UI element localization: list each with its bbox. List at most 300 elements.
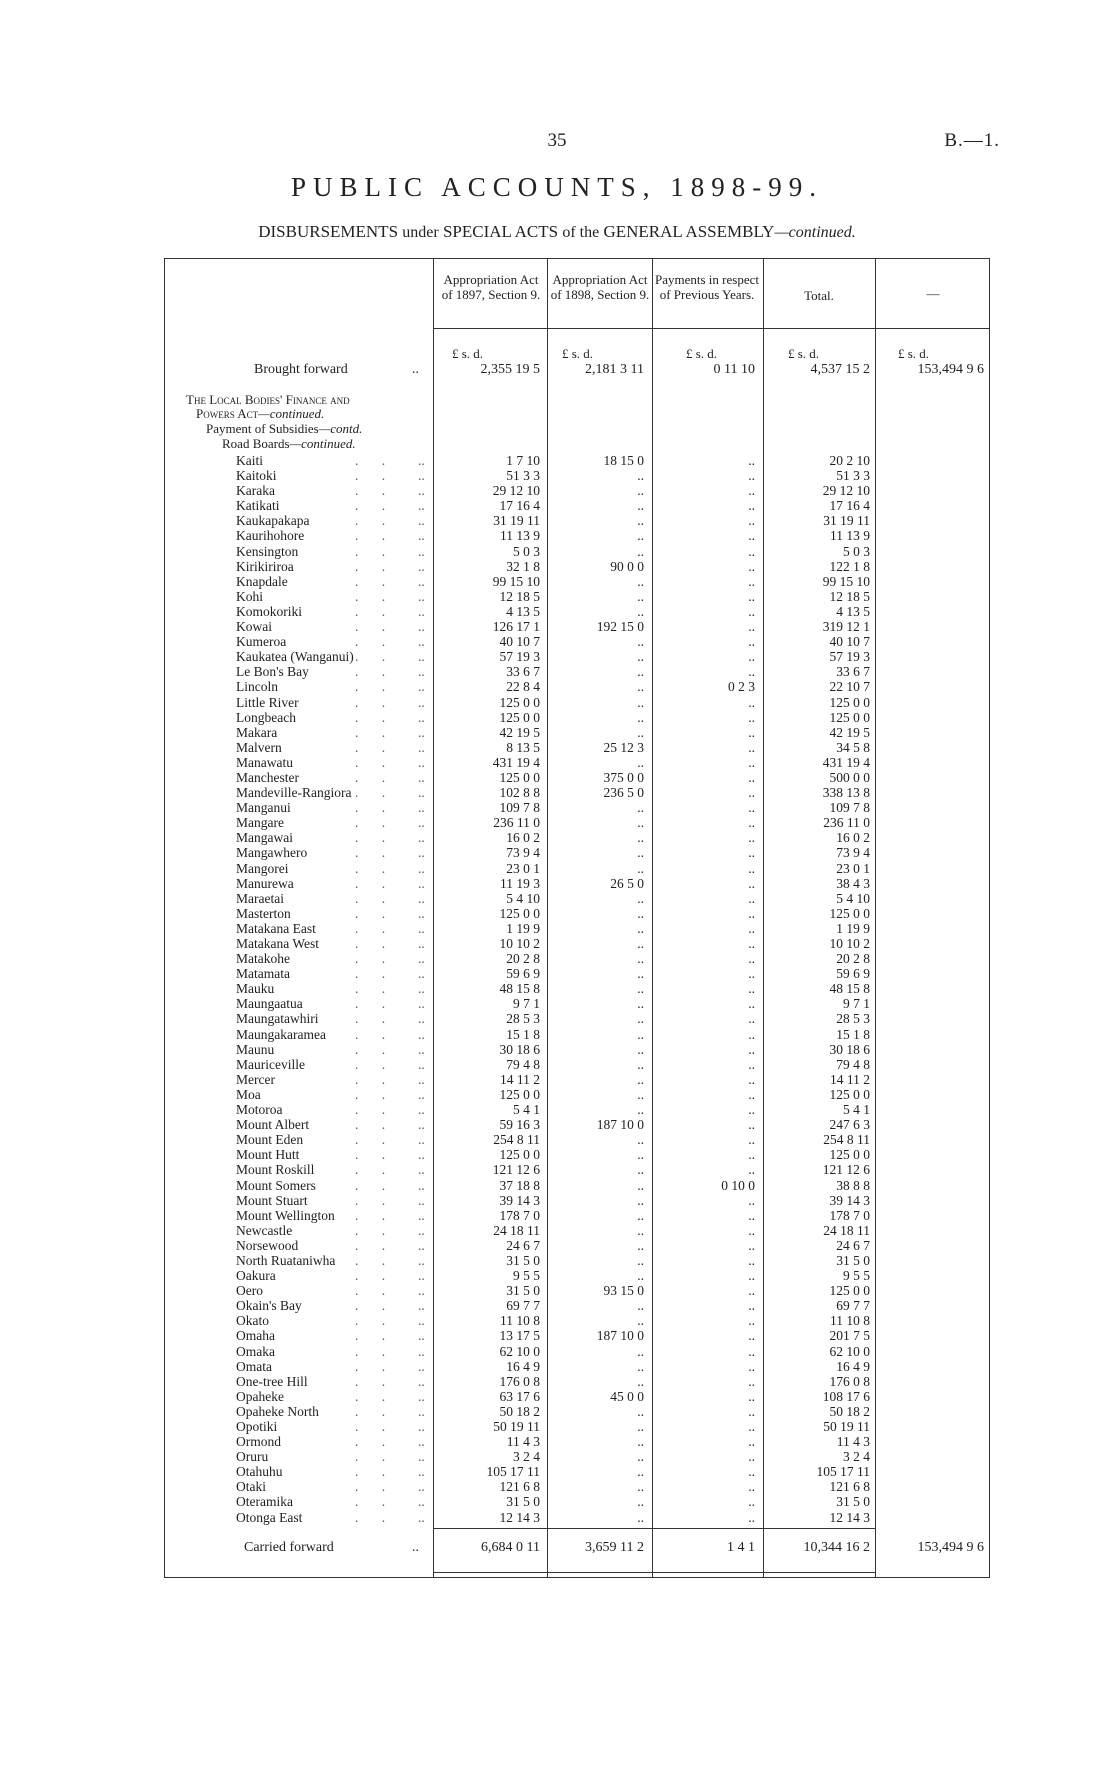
cell-act-1897: 31 5 0 xyxy=(506,1494,540,1510)
leader-dots: . . xyxy=(355,558,396,574)
leader-dots: .. xyxy=(418,468,425,484)
leader-dots: .. xyxy=(418,1494,425,1510)
cell-act-1897: 125 0 0 xyxy=(499,769,540,785)
cell-act-1898: .. xyxy=(637,1147,644,1163)
leader-dots: .. xyxy=(418,1011,425,1027)
leader-dots: . . xyxy=(355,1147,396,1163)
row-name: Mount Wellington xyxy=(236,1207,335,1223)
cell-previous-years: .. xyxy=(748,1373,755,1389)
row-name: Mauriceville xyxy=(236,1056,305,1072)
leader-dots: . . xyxy=(355,1071,396,1087)
cell-act-1898: .. xyxy=(637,1298,644,1314)
cell-act-1897: 63 17 6 xyxy=(499,1388,540,1404)
row-name: Oteramika xyxy=(236,1494,293,1510)
leader-dots: . . xyxy=(355,1509,396,1525)
section-heading-line3 xyxy=(206,421,362,436)
table-row xyxy=(0,861,1114,876)
page-number: 35 xyxy=(547,130,567,151)
cell-previous-years: .. xyxy=(748,785,755,801)
cell-previous-years: .. xyxy=(748,528,755,544)
row-name: Matamata xyxy=(236,966,290,982)
cell-act-1898: .. xyxy=(637,1071,644,1087)
leader-dots: . . xyxy=(355,1403,396,1419)
row-name: Little River xyxy=(236,694,299,710)
cell-act-1897: 29 12 10 xyxy=(492,483,540,499)
cell-total: 31 19 11 xyxy=(823,513,870,529)
cell-previous-years: .. xyxy=(748,1011,755,1027)
cell-act-1898: .. xyxy=(637,1358,644,1374)
table-row xyxy=(0,1102,1114,1117)
row-name: Motoroa xyxy=(236,1102,283,1118)
cell-total: 500 0 0 xyxy=(829,769,870,785)
cell-previous-years: .. xyxy=(748,1479,755,1495)
cell-act-1897: 24 18 11 xyxy=(493,1222,540,1238)
table-row xyxy=(0,1419,1114,1434)
cell-act-1897: 105 17 11 xyxy=(486,1464,540,1480)
cell-total: 39 14 3 xyxy=(829,1192,870,1208)
cell-act-1897: 39 14 3 xyxy=(499,1192,540,1208)
cell-act-1897: 13 17 5 xyxy=(499,1328,540,1344)
leader-dots: . . xyxy=(355,905,396,921)
cell-total: 4 13 5 xyxy=(836,603,870,619)
cell-previous-years: .. xyxy=(748,1268,755,1284)
table-row xyxy=(0,1042,1114,1057)
table-row xyxy=(0,936,1114,951)
leader-dots: . . xyxy=(355,573,396,589)
cell-act-1898: .. xyxy=(637,679,644,695)
leader-dots: . . xyxy=(355,588,396,604)
table-body xyxy=(0,453,1114,1525)
row-name: Otahuhu xyxy=(236,1464,283,1480)
cell-previous-years: .. xyxy=(748,1132,755,1148)
table-row xyxy=(0,1178,1114,1193)
cell-act-1897: 236 11 0 xyxy=(493,815,540,831)
cell-total: 79 4 8 xyxy=(836,1056,870,1072)
table-row xyxy=(0,876,1114,891)
cell-act-1897: 40 10 7 xyxy=(499,634,540,650)
leader-dots: . . xyxy=(355,1328,396,1344)
cell-previous-years: .. xyxy=(748,815,755,831)
cell-act-1898: .. xyxy=(637,1177,644,1193)
leader-dots: .. xyxy=(418,498,425,514)
leader-dots: .. xyxy=(418,1313,425,1329)
cell-total: 122 1 8 xyxy=(829,558,870,574)
cell-act-1898: .. xyxy=(637,800,644,816)
cell-total: 38 8 8 xyxy=(836,1177,870,1193)
table-row xyxy=(0,740,1114,755)
cell-act-1897: 37 18 8 xyxy=(499,1177,540,1193)
leader-dots: . . xyxy=(355,754,396,770)
leader-dots: . . xyxy=(355,709,396,725)
leader-dots: . . xyxy=(355,1298,396,1314)
row-name: Omaha xyxy=(236,1328,275,1344)
row-name: Oakura xyxy=(236,1268,276,1284)
cell-act-1898: .. xyxy=(637,1041,644,1057)
row-name: Manawatu xyxy=(236,754,293,770)
cell-previous-years: .. xyxy=(748,1449,755,1465)
cell-act-1898: .. xyxy=(637,664,644,680)
table-row xyxy=(0,1223,1114,1238)
cell-act-1897: 10 10 2 xyxy=(499,936,540,951)
leader-dots: . . xyxy=(355,649,396,665)
cell-total: 10 10 2 xyxy=(829,936,870,951)
cell-total: 125 0 0 xyxy=(829,694,870,710)
leader-dots: . . xyxy=(355,739,396,755)
leader-dots: .. xyxy=(418,1207,425,1223)
leader-dots: .. xyxy=(418,1056,425,1072)
cell-act-1898: .. xyxy=(637,724,644,740)
leader-dots: . . xyxy=(355,603,396,619)
brought-forward-1898: 2,181 3 11 xyxy=(585,362,644,377)
leader-dots: .. xyxy=(418,1071,425,1087)
column-header-blank: — xyxy=(926,286,940,301)
table-row xyxy=(0,966,1114,981)
cell-act-1897: 11 13 9 xyxy=(500,528,540,544)
cell-total: 33 6 7 xyxy=(836,664,870,680)
cell-total: 20 2 10 xyxy=(829,453,870,468)
cell-total: 105 17 11 xyxy=(816,1464,870,1480)
cell-act-1897: 28 5 3 xyxy=(506,1011,540,1027)
section-subsidies: Payment of Subsidies xyxy=(206,421,319,436)
section-act-name: Powers Act xyxy=(196,406,259,421)
leader-dots: .. xyxy=(418,1464,425,1480)
cell-act-1898: 25 12 3 xyxy=(603,739,644,755)
cell-act-1898: .. xyxy=(637,1449,644,1465)
row-name: Kirikiriroa xyxy=(236,558,294,574)
cell-previous-years: .. xyxy=(748,1388,755,1404)
cell-act-1897: 121 6 8 xyxy=(499,1479,540,1495)
leader-dots: .. xyxy=(418,528,425,544)
cell-act-1897: 31 5 0 xyxy=(506,1252,540,1268)
cell-total: 51 3 3 xyxy=(836,468,870,484)
table-row xyxy=(0,1359,1114,1374)
cell-previous-years: .. xyxy=(748,1283,755,1299)
cell-act-1897: 50 19 11 xyxy=(493,1419,540,1434)
cell-act-1898: .. xyxy=(637,1434,644,1450)
cell-act-1898: .. xyxy=(637,1464,644,1480)
leader-dots: . . xyxy=(355,1207,396,1223)
row-name: Kowai xyxy=(236,619,272,635)
row-name: Manganui xyxy=(236,800,291,816)
brought-forward-total: 4,537 15 2 xyxy=(810,362,870,377)
brought-forward-1897: 2,355 19 5 xyxy=(480,362,540,377)
carried-forward-1897: 6,684 0 11 xyxy=(481,1540,540,1555)
cell-total: 16 4 9 xyxy=(836,1358,870,1374)
cell-act-1897: 99 15 10 xyxy=(492,573,540,589)
cell-previous-years: .. xyxy=(748,498,755,514)
leader-dots: .. xyxy=(418,769,425,785)
section-heading-line2 xyxy=(196,406,324,421)
leader-dots: .. xyxy=(418,709,425,725)
leader-dots: . . xyxy=(355,1494,396,1510)
cell-act-1897: 431 19 4 xyxy=(492,754,540,770)
cell-previous-years: .. xyxy=(748,800,755,816)
cell-act-1897: 14 11 2 xyxy=(500,1071,540,1087)
cell-act-1897: 102 8 8 xyxy=(499,785,540,801)
cell-previous-years: .. xyxy=(748,573,755,589)
leader-dots: . . xyxy=(355,634,396,650)
cell-act-1898: .. xyxy=(637,1086,644,1102)
cell-total: 34 5 8 xyxy=(836,739,870,755)
leader-dots: .. xyxy=(418,453,425,468)
cell-previous-years: .. xyxy=(748,1192,755,1208)
table-row xyxy=(0,1389,1114,1404)
cell-act-1898: .. xyxy=(637,513,644,529)
leader-dots: .. xyxy=(418,603,425,619)
cell-act-1898: .. xyxy=(637,996,644,1012)
cell-previous-years: .. xyxy=(748,634,755,650)
cell-act-1898: .. xyxy=(637,634,644,650)
row-name: Longbeach xyxy=(236,709,296,725)
cell-act-1898: .. xyxy=(637,754,644,770)
cell-previous-years: .. xyxy=(748,619,755,635)
cell-total: 14 11 2 xyxy=(830,1071,870,1087)
subtitle-disbursements: DISBURSEMENTS xyxy=(258,222,399,241)
cell-previous-years: .. xyxy=(748,1434,755,1450)
cell-previous-years: .. xyxy=(748,1086,755,1102)
row-name: Oruru xyxy=(236,1449,269,1465)
table-row xyxy=(0,1238,1114,1253)
cell-act-1897: 69 7 7 xyxy=(506,1298,540,1314)
cell-act-1897: 48 15 8 xyxy=(499,981,540,997)
subtitle-under: under xyxy=(402,224,439,241)
cell-total: 5 4 10 xyxy=(836,890,870,906)
cell-total: 5 4 1 xyxy=(843,1102,870,1118)
section-road-boards: Road Boards xyxy=(222,436,290,451)
leader-dots: . . xyxy=(355,619,396,635)
cell-total: 24 6 7 xyxy=(836,1237,870,1253)
table-row xyxy=(0,755,1114,770)
table-row xyxy=(0,1313,1114,1328)
table-row xyxy=(0,725,1114,740)
row-name: Malvern xyxy=(236,739,282,755)
table-row xyxy=(0,679,1114,694)
leader-dots: . . xyxy=(355,664,396,680)
column-header-previous-years: Payments in respect of Previous Years. xyxy=(655,272,759,302)
cell-act-1898: .. xyxy=(637,1494,644,1510)
cell-act-1897: 20 2 8 xyxy=(506,951,540,967)
leader-dots: . . xyxy=(355,1479,396,1495)
row-name: Kaitoki xyxy=(236,468,277,484)
brought-forward-label: Brought forward xyxy=(254,362,348,377)
cell-act-1897: 73 9 4 xyxy=(506,845,540,861)
table-row xyxy=(0,1449,1114,1464)
leader-dots: . . xyxy=(355,528,396,544)
cell-act-1897: 42 19 5 xyxy=(499,724,540,740)
leader-dots: . . xyxy=(355,1041,396,1057)
table-row xyxy=(0,468,1114,483)
cell-act-1898: .. xyxy=(637,890,644,906)
table-row xyxy=(0,1374,1114,1389)
cell-previous-years: .. xyxy=(748,453,755,468)
table-row xyxy=(0,1253,1114,1268)
cell-total: 1 19 9 xyxy=(836,920,870,936)
brought-forward-previous: 0 11 10 xyxy=(713,362,755,377)
row-name: Maraetai xyxy=(236,890,284,906)
cell-act-1897: 51 3 3 xyxy=(506,468,540,484)
cell-previous-years: .. xyxy=(748,769,755,785)
leader-dots: .. xyxy=(418,1026,425,1042)
table-row xyxy=(0,770,1114,785)
cell-total: 431 19 4 xyxy=(822,754,870,770)
cell-total: 62 10 0 xyxy=(829,1343,870,1359)
cell-act-1897: 15 1 8 xyxy=(506,1026,540,1042)
cell-previous-years: .. xyxy=(748,1358,755,1374)
row-name: Mangawai xyxy=(236,830,293,846)
cell-act-1897: 79 4 8 xyxy=(506,1056,540,1072)
leader-dots: . . xyxy=(355,875,396,891)
cell-act-1897: 5 0 3 xyxy=(513,543,540,559)
leader-dots: .. xyxy=(418,1222,425,1238)
cell-total: 42 19 5 xyxy=(829,724,870,740)
cell-total: 12 14 3 xyxy=(829,1509,870,1525)
leader-dots: .. xyxy=(418,981,425,997)
cell-total: 73 9 4 xyxy=(836,845,870,861)
cell-act-1898: .. xyxy=(637,905,644,921)
cell-act-1898: .. xyxy=(637,860,644,876)
table-row xyxy=(0,1132,1114,1147)
leader-dots: .. xyxy=(418,1177,425,1193)
leader-dots: . . xyxy=(355,1117,396,1133)
cell-act-1898: .. xyxy=(637,815,644,831)
row-name: Opaheke North xyxy=(236,1403,319,1419)
row-name: Norsewood xyxy=(236,1237,299,1253)
cell-act-1898: .. xyxy=(637,1207,644,1223)
cell-act-1898: .. xyxy=(637,573,644,589)
table-row xyxy=(0,574,1114,589)
leader-dots: . . xyxy=(355,845,396,861)
cell-previous-years: .. xyxy=(748,951,755,967)
leader-dots: .. xyxy=(418,1388,425,1404)
leader-dots: . . xyxy=(355,996,396,1012)
carried-forward-other: 153,494 9 6 xyxy=(917,1540,984,1555)
cell-act-1897: 33 6 7 xyxy=(506,664,540,680)
cell-act-1898: 18 15 0 xyxy=(603,453,644,468)
leader-dots: . . xyxy=(355,1132,396,1148)
cell-act-1897: 178 7 0 xyxy=(499,1207,540,1223)
cell-act-1897: 16 4 9 xyxy=(506,1358,540,1374)
row-name: Mercer xyxy=(236,1071,275,1087)
carried-forward-dots: .. xyxy=(412,1540,419,1555)
leader-dots: . . xyxy=(355,785,396,801)
table-row xyxy=(0,498,1114,513)
cell-act-1898: .. xyxy=(637,1162,644,1178)
leader-dots: .. xyxy=(418,815,425,831)
leader-dots: . . xyxy=(355,1283,396,1299)
leader-dots: .. xyxy=(418,1192,425,1208)
row-name: Mount Roskill xyxy=(236,1162,315,1178)
cell-act-1897: 32 1 8 xyxy=(506,558,540,574)
cell-previous-years: .. xyxy=(748,588,755,604)
cell-act-1897: 12 14 3 xyxy=(499,1509,540,1525)
cell-act-1897: 254 8 11 xyxy=(493,1132,540,1148)
cell-act-1897: 125 0 0 xyxy=(499,1086,540,1102)
brought-forward-dots: .. xyxy=(412,362,419,377)
cell-act-1898: .. xyxy=(637,498,644,514)
table-row xyxy=(0,528,1114,543)
leader-dots: . . xyxy=(355,920,396,936)
cell-previous-years: .. xyxy=(748,513,755,529)
leader-dots: .. xyxy=(418,1479,425,1495)
leader-dots: .. xyxy=(418,785,425,801)
cell-previous-years: .. xyxy=(748,1207,755,1223)
cell-act-1897: 24 6 7 xyxy=(506,1237,540,1253)
section-heading-line4 xyxy=(222,436,356,451)
cell-total: 3 2 4 xyxy=(843,1449,870,1465)
cell-previous-years: .. xyxy=(748,483,755,499)
cell-act-1897: 125 0 0 xyxy=(499,905,540,921)
cell-act-1897: 12 18 5 xyxy=(499,588,540,604)
currency-units: £ s. d. xyxy=(562,346,594,361)
cell-previous-years: .. xyxy=(748,981,755,997)
table-row xyxy=(0,815,1114,830)
leader-dots: . . xyxy=(355,1373,396,1389)
leader-dots: . . xyxy=(355,1086,396,1102)
row-name: Mount Eden xyxy=(236,1132,304,1148)
table-row xyxy=(0,710,1114,725)
leader-dots: .. xyxy=(418,1117,425,1133)
table-row xyxy=(0,1283,1114,1298)
cell-total: 48 15 8 xyxy=(829,981,870,997)
cell-total: 178 7 0 xyxy=(829,1207,870,1223)
table-row xyxy=(0,1162,1114,1177)
leader-dots: . . xyxy=(355,1026,396,1042)
cell-act-1897: 176 0 8 xyxy=(499,1373,540,1389)
cell-act-1898: .. xyxy=(637,1313,644,1329)
leader-dots: .. xyxy=(418,800,425,816)
cell-act-1897: 4 13 5 xyxy=(506,603,540,619)
cell-total: 24 18 11 xyxy=(823,1222,870,1238)
cell-act-1898: .. xyxy=(637,1252,644,1268)
leader-dots: . . xyxy=(355,800,396,816)
cell-previous-years: .. xyxy=(748,1494,755,1510)
currency-units: £ s. d. xyxy=(788,346,820,361)
carried-forward-previous: 1 4 1 xyxy=(727,1540,755,1555)
leader-dots: .. xyxy=(418,1509,425,1525)
cell-previous-years: .. xyxy=(748,1222,755,1238)
currency-units: £ s. d. xyxy=(452,346,484,361)
table-row xyxy=(0,544,1114,559)
cell-act-1897: 125 0 0 xyxy=(499,1147,540,1163)
leader-dots: .. xyxy=(418,1162,425,1178)
table-row xyxy=(0,1208,1114,1223)
total-rule xyxy=(433,1528,875,1529)
cell-previous-years: .. xyxy=(748,724,755,740)
table-row xyxy=(0,1147,1114,1162)
cell-act-1897: 5 4 1 xyxy=(513,1102,540,1118)
cell-total: 69 7 7 xyxy=(836,1298,870,1314)
cell-previous-years: .. xyxy=(748,920,755,936)
row-name: Manchester xyxy=(236,769,299,785)
leader-dots: . . xyxy=(355,543,396,559)
row-name: Okain's Bay xyxy=(236,1298,302,1314)
column-header-act-1897: Appropriation Act of 1897, Section 9. xyxy=(441,272,541,302)
leader-dots: .. xyxy=(418,966,425,982)
cell-total: 40 10 7 xyxy=(829,634,870,650)
row-name: Opotiki xyxy=(236,1419,278,1434)
row-name: Maungaatua xyxy=(236,996,303,1012)
cell-total: 121 6 8 xyxy=(829,1479,870,1495)
cell-total: 319 12 1 xyxy=(822,619,870,635)
row-name: Matakana East xyxy=(236,920,316,936)
brought-forward-other: 153,494 9 6 xyxy=(917,362,984,377)
leader-dots: .. xyxy=(418,1041,425,1057)
leader-dots: . . xyxy=(355,1464,396,1480)
cell-previous-years: .. xyxy=(748,1509,755,1525)
leader-dots: .. xyxy=(418,754,425,770)
cell-act-1898: 192 15 0 xyxy=(596,619,644,635)
leader-dots: .. xyxy=(418,1147,425,1163)
